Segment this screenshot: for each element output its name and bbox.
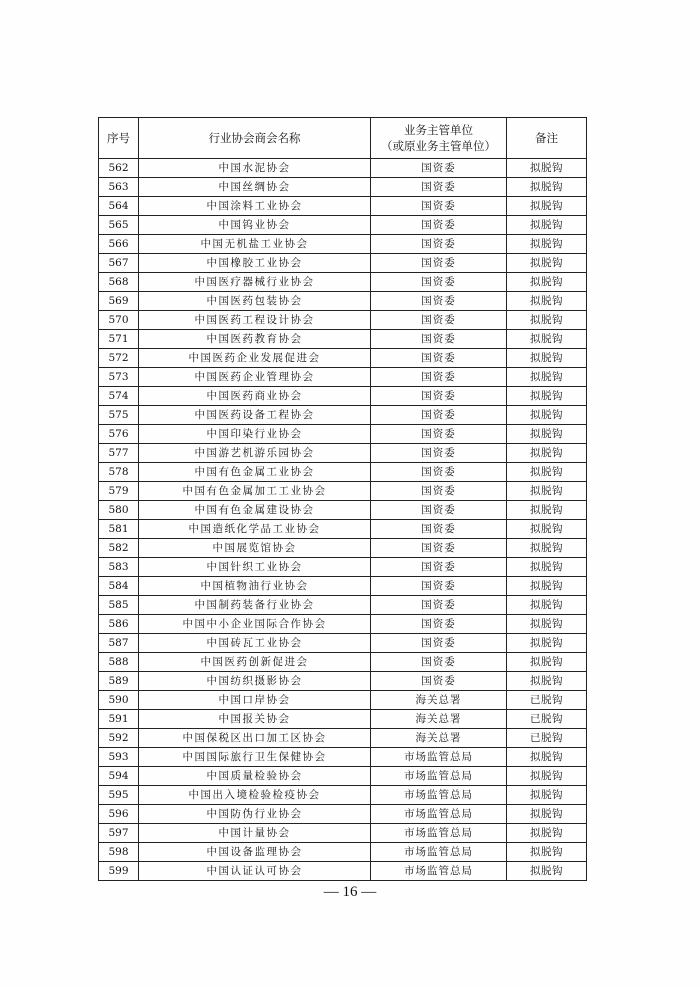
cell-num: 564 xyxy=(99,197,139,216)
page-number: — 16 — xyxy=(323,884,377,900)
cell-unit: 市场监管总局 xyxy=(371,824,507,843)
cell-num: 581 xyxy=(99,520,139,539)
cell-name: 中国出入境检验检疫协会 xyxy=(139,786,371,805)
cell-num: 563 xyxy=(99,178,139,197)
cell-num: 571 xyxy=(99,330,139,349)
cell-name: 中国医药工程设计协会 xyxy=(139,311,371,330)
cell-note: 已脱钩 xyxy=(507,710,587,729)
cell-name: 中国造纸化学品工业协会 xyxy=(139,520,371,539)
cell-name: 中国展览馆协会 xyxy=(139,539,371,558)
cell-num: 583 xyxy=(99,558,139,577)
table-row xyxy=(99,653,587,672)
cell-num: 584 xyxy=(99,577,139,596)
cell-unit: 国资委 xyxy=(371,368,507,387)
cell-unit: 国资委 xyxy=(371,634,507,653)
cell-name: 中国设备监理协会 xyxy=(139,843,371,862)
table-row xyxy=(99,577,587,596)
cell-unit: 国资委 xyxy=(371,216,507,235)
cell-unit: 海关总署 xyxy=(371,729,507,748)
table-row xyxy=(99,235,587,254)
cell-unit: 国资委 xyxy=(371,482,507,501)
cell-name: 中国报关协会 xyxy=(139,710,371,729)
cell-num: 565 xyxy=(99,216,139,235)
cell-num: 582 xyxy=(99,539,139,558)
table-row xyxy=(99,463,587,482)
cell-num: 591 xyxy=(99,710,139,729)
table-row xyxy=(99,292,587,311)
cell-name: 中国钨业协会 xyxy=(139,216,371,235)
cell-note: 拟脱钩 xyxy=(507,786,587,805)
table-row xyxy=(99,501,587,520)
table-row xyxy=(99,691,587,710)
cell-name: 中国医药创新促进会 xyxy=(139,653,371,672)
table-row xyxy=(99,615,587,634)
table-row xyxy=(99,748,587,767)
cell-name: 中国丝绸协会 xyxy=(139,178,371,197)
cell-num: 594 xyxy=(99,767,139,786)
cell-note: 拟脱钩 xyxy=(507,311,587,330)
cell-unit: 市场监管总局 xyxy=(371,748,507,767)
cell-name: 中国医药商业协会 xyxy=(139,387,371,406)
cell-note: 拟脱钩 xyxy=(507,273,587,292)
table-header-row xyxy=(99,118,587,159)
cell-unit: 国资委 xyxy=(371,653,507,672)
cell-note: 拟脱钩 xyxy=(507,159,587,178)
cell-unit: 市场监管总局 xyxy=(371,843,507,862)
cell-num: 597 xyxy=(99,824,139,843)
cell-unit: 国资委 xyxy=(371,444,507,463)
cell-name: 中国有色金属工业协会 xyxy=(139,463,371,482)
cell-name: 中国医药教育协会 xyxy=(139,330,371,349)
cell-name: 中国涂料工业协会 xyxy=(139,197,371,216)
table-row xyxy=(99,178,587,197)
cell-note: 拟脱钩 xyxy=(507,254,587,273)
cell-unit: 国资委 xyxy=(371,235,507,254)
cell-note: 拟脱钩 xyxy=(507,216,587,235)
table-row xyxy=(99,482,587,501)
cell-unit: 国资委 xyxy=(371,577,507,596)
cell-num: 587 xyxy=(99,634,139,653)
table-row xyxy=(99,843,587,862)
table-row xyxy=(99,520,587,539)
table-row xyxy=(99,425,587,444)
cell-unit: 国资委 xyxy=(371,178,507,197)
cell-name: 中国国际旅行卫生保健协会 xyxy=(139,748,371,767)
table-row xyxy=(99,539,587,558)
cell-num: 569 xyxy=(99,292,139,311)
cell-num: 596 xyxy=(99,805,139,824)
table-body xyxy=(99,159,587,881)
table-row xyxy=(99,444,587,463)
table-row xyxy=(99,197,587,216)
cell-note: 拟脱钩 xyxy=(507,862,587,881)
cell-note: 拟脱钩 xyxy=(507,292,587,311)
cell-num: 566 xyxy=(99,235,139,254)
table-row xyxy=(99,729,587,748)
cell-num: 576 xyxy=(99,425,139,444)
table-row xyxy=(99,634,587,653)
cell-unit: 市场监管总局 xyxy=(371,862,507,881)
cell-num: 568 xyxy=(99,273,139,292)
table-row xyxy=(99,349,587,368)
table-row xyxy=(99,254,587,273)
cell-note: 拟脱钩 xyxy=(507,767,587,786)
cell-num: 590 xyxy=(99,691,139,710)
cell-name: 中国医药包装协会 xyxy=(139,292,371,311)
cell-note: 拟脱钩 xyxy=(507,615,587,634)
cell-unit: 国资委 xyxy=(371,463,507,482)
cell-num: 589 xyxy=(99,672,139,691)
cell-note: 拟脱钩 xyxy=(507,672,587,691)
cell-num: 562 xyxy=(99,159,139,178)
cell-num: 585 xyxy=(99,596,139,615)
cell-name: 中国水泥协会 xyxy=(139,159,371,178)
header-unit-line2: （或原业务主管单位） xyxy=(381,139,496,153)
cell-note: 拟脱钩 xyxy=(507,558,587,577)
header-note: 备注 xyxy=(507,118,587,159)
cell-unit: 国资委 xyxy=(371,596,507,615)
table-row xyxy=(99,558,587,577)
cell-num: 588 xyxy=(99,653,139,672)
cell-note: 拟脱钩 xyxy=(507,501,587,520)
cell-num: 592 xyxy=(99,729,139,748)
cell-num: 598 xyxy=(99,843,139,862)
table-row xyxy=(99,824,587,843)
cell-name: 中国砖瓦工业协会 xyxy=(139,634,371,653)
cell-unit: 市场监管总局 xyxy=(371,805,507,824)
table-row xyxy=(99,387,587,406)
table-row xyxy=(99,710,587,729)
cell-unit: 国资委 xyxy=(371,672,507,691)
cell-note: 拟脱钩 xyxy=(507,596,587,615)
cell-name: 中国游艺机游乐园协会 xyxy=(139,444,371,463)
cell-name: 中国医药企业管理协会 xyxy=(139,368,371,387)
cell-name: 中国无机盐工业协会 xyxy=(139,235,371,254)
cell-num: 567 xyxy=(99,254,139,273)
cell-note: 拟脱钩 xyxy=(507,387,587,406)
cell-num: 577 xyxy=(99,444,139,463)
cell-num: 570 xyxy=(99,311,139,330)
cell-unit: 国资委 xyxy=(371,197,507,216)
cell-note: 拟脱钩 xyxy=(507,197,587,216)
cell-name: 中国医药设备工程协会 xyxy=(139,406,371,425)
cell-name: 中国医药企业发展促进会 xyxy=(139,349,371,368)
cell-note: 拟脱钩 xyxy=(507,824,587,843)
cell-unit: 国资委 xyxy=(371,558,507,577)
cell-name: 中国橡胶工业协会 xyxy=(139,254,371,273)
cell-note: 拟脱钩 xyxy=(507,425,587,444)
cell-unit: 国资委 xyxy=(371,292,507,311)
table-row xyxy=(99,216,587,235)
cell-unit: 海关总署 xyxy=(371,710,507,729)
cell-note: 拟脱钩 xyxy=(507,349,587,368)
table-row xyxy=(99,786,587,805)
cell-unit: 市场监管总局 xyxy=(371,786,507,805)
table-row xyxy=(99,406,587,425)
cell-note: 拟脱钩 xyxy=(507,748,587,767)
cell-note: 拟脱钩 xyxy=(507,444,587,463)
cell-num: 572 xyxy=(99,349,139,368)
table-row xyxy=(99,767,587,786)
cell-name: 中国医疗器械行业协会 xyxy=(139,273,371,292)
association-table xyxy=(98,117,587,881)
header-num: 序号 xyxy=(99,118,139,159)
cell-note: 拟脱钩 xyxy=(507,368,587,387)
cell-note: 拟脱钩 xyxy=(507,539,587,558)
cell-name: 中国质量检验协会 xyxy=(139,767,371,786)
cell-unit: 国资委 xyxy=(371,406,507,425)
cell-name: 中国防伪行业协会 xyxy=(139,805,371,824)
cell-name: 中国印染行业协会 xyxy=(139,425,371,444)
cell-name: 中国计量协会 xyxy=(139,824,371,843)
cell-unit: 国资委 xyxy=(371,349,507,368)
cell-unit: 市场监管总局 xyxy=(371,767,507,786)
cell-name: 中国口岸协会 xyxy=(139,691,371,710)
cell-note: 拟脱钩 xyxy=(507,178,587,197)
cell-unit: 国资委 xyxy=(371,539,507,558)
table-row xyxy=(99,596,587,615)
cell-note: 拟脱钩 xyxy=(507,235,587,254)
cell-name: 中国纺织摄影协会 xyxy=(139,672,371,691)
cell-note: 拟脱钩 xyxy=(507,330,587,349)
cell-name: 中国有色金属建设协会 xyxy=(139,501,371,520)
cell-unit: 国资委 xyxy=(371,501,507,520)
cell-unit: 国资委 xyxy=(371,425,507,444)
table-row xyxy=(99,368,587,387)
cell-unit: 国资委 xyxy=(371,159,507,178)
cell-unit: 国资委 xyxy=(371,311,507,330)
cell-num: 595 xyxy=(99,786,139,805)
cell-name: 中国制药装备行业协会 xyxy=(139,596,371,615)
cell-note: 拟脱钩 xyxy=(507,653,587,672)
header-name: 行业协会商会名称 xyxy=(139,118,371,159)
cell-note: 拟脱钩 xyxy=(507,843,587,862)
table-row xyxy=(99,672,587,691)
cell-num: 580 xyxy=(99,501,139,520)
cell-note: 拟脱钩 xyxy=(507,634,587,653)
cell-note: 拟脱钩 xyxy=(507,520,587,539)
cell-num: 579 xyxy=(99,482,139,501)
cell-name: 中国针织工业协会 xyxy=(139,558,371,577)
table-row xyxy=(99,805,587,824)
table-row xyxy=(99,159,587,178)
cell-unit: 国资委 xyxy=(371,387,507,406)
cell-num: 575 xyxy=(99,406,139,425)
cell-num: 599 xyxy=(99,862,139,881)
cell-num: 574 xyxy=(99,387,139,406)
cell-name: 中国植物油行业协会 xyxy=(139,577,371,596)
cell-unit: 海关总署 xyxy=(371,691,507,710)
header-unit-line1: 业务主管单位 xyxy=(404,123,473,137)
cell-num: 586 xyxy=(99,615,139,634)
cell-num: 578 xyxy=(99,463,139,482)
cell-unit: 国资委 xyxy=(371,615,507,634)
table-row xyxy=(99,273,587,292)
cell-name: 中国认证认可协会 xyxy=(139,862,371,881)
table-row xyxy=(99,311,587,330)
cell-note: 已脱钩 xyxy=(507,691,587,710)
cell-name: 中国中小企业国际合作协会 xyxy=(139,615,371,634)
cell-unit: 国资委 xyxy=(371,330,507,349)
cell-name: 中国有色金属加工工业协会 xyxy=(139,482,371,501)
table-row xyxy=(99,862,587,881)
cell-name: 中国保税区出口加工区协会 xyxy=(139,729,371,748)
cell-num: 593 xyxy=(99,748,139,767)
cell-note: 拟脱钩 xyxy=(507,463,587,482)
cell-note: 拟脱钩 xyxy=(507,406,587,425)
cell-unit: 国资委 xyxy=(371,520,507,539)
cell-note: 已脱钩 xyxy=(507,729,587,748)
header-unit xyxy=(371,118,507,159)
cell-unit: 国资委 xyxy=(371,254,507,273)
cell-note: 拟脱钩 xyxy=(507,482,587,501)
cell-note: 拟脱钩 xyxy=(507,805,587,824)
cell-num: 573 xyxy=(99,368,139,387)
table-row xyxy=(99,330,587,349)
cell-note: 拟脱钩 xyxy=(507,577,587,596)
cell-unit: 国资委 xyxy=(371,273,507,292)
